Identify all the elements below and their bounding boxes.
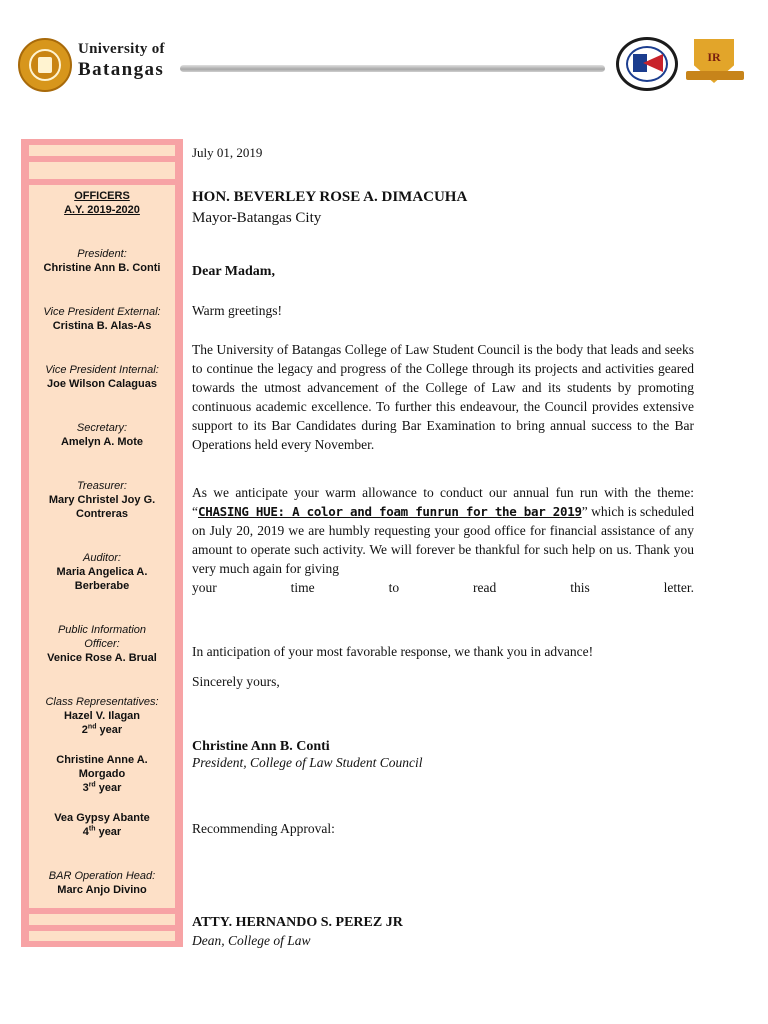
header-divider-bar <box>180 65 605 72</box>
officer-president: President: Christine Ann B. Conti <box>43 248 161 274</box>
letter-date: July 01, 2019 <box>192 145 263 160</box>
officer-vp-external: Vice President External: Cristina B. Alas-As <box>43 306 161 332</box>
university-seal-logo <box>18 38 72 92</box>
bar-operation-head: BAR Operation Head: Marc Anjo Divino <box>48 870 156 896</box>
approver-name: ATTY. HERNANDO S. PEREZ JR <box>192 915 403 930</box>
approver-title: Dean, College of Law <box>192 933 311 948</box>
class-rep-4th-year: Vea Gypsy Abante 4th year <box>54 812 150 838</box>
anticipation-line: In anticipation of your most favorable response, we thank you in advance! <box>192 644 594 659</box>
officer-pio: Public Information Officer: Venice Rose A. Brual <box>47 624 157 664</box>
class-rep-3rd-year: Christine Anne A. Morgado 3rd year <box>56 754 148 794</box>
academic-year: A.Y. 2019-2020 <box>64 204 140 216</box>
recipient-title: Mayor-Batangas City <box>192 210 322 226</box>
college-of-law-seal-logo <box>616 37 678 91</box>
salutation: Dear Madam, <box>192 264 275 279</box>
student-council-crest-logo: IR <box>686 37 744 89</box>
university-name <box>78 42 165 79</box>
closing: Sincerely yours, <box>192 674 280 689</box>
officers-heading: OFFICERS <box>74 190 130 202</box>
university-name-line1: University of <box>78 41 165 57</box>
signatory-title: President, College of Law Student Council <box>192 755 423 770</box>
recommending-approval: Recommending Approval: <box>192 821 335 836</box>
funrun-theme: CHASING HUE: A color and foam funrun for the bar 2019 <box>198 504 582 519</box>
signatory-name: Christine Ann B. Conti <box>192 739 330 754</box>
officer-treasurer: Treasurer: Mary Christel Joy G. Contreras <box>48 480 156 520</box>
greeting: Warm greetings! <box>192 303 283 318</box>
paragraph-last-line: your time to read this letter. <box>192 580 694 595</box>
class-representatives: Class Representatives: Hazel V. Ilagan 2nd year <box>45 696 159 736</box>
officer-vp-internal: Vice President Internal: Joe Wilson Calaguas <box>45 364 159 390</box>
recipient-name: HON. BEVERLEY ROSE A. DIMACUHA <box>192 189 468 205</box>
paragraph-request: As we anticipate your warm allowance to conduct our annual fun run with the theme: “CHASING HUE: A color and foam funrun for the bar 2019” which is scheduled on July 20, 2019 we are humbly requesting your good office for financial assistance of any amount to operate such activity. We will forever be thankful for such help on us. Thank you very much again for giving your time to read this letter. <box>192 485 694 595</box>
officer-auditor: Auditor: Maria Angelica A. Berberabe <box>56 552 148 592</box>
paragraph-intro: The University of Batangas College of Law Student Council is the body that leads and seeks to continue the legacy and progress of the College through its projects and activities geared towards the utmost advancement of the College of Law and its students by promoting continuous academic excellence. To further this endeavour, the Council provides extensive support to its Bar Candidates during Bar Examination to bring annual success to the Bar Operations held every November. <box>192 342 694 452</box>
university-name-line2: Batangas <box>78 59 165 80</box>
officer-secretary: Secretary: Amelyn A. Mote <box>60 422 144 448</box>
